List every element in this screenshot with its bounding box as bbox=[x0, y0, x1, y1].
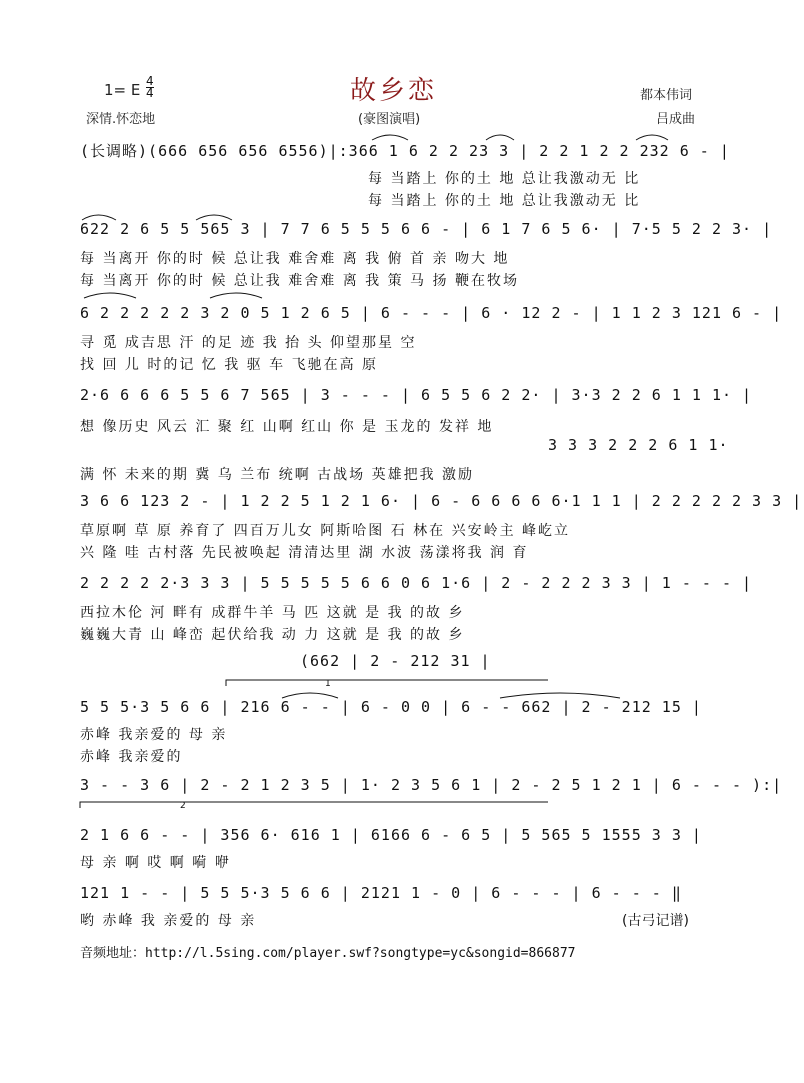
slur bbox=[210, 293, 262, 298]
lyric-line: 每 当踏上 你的土 地 总让我激动无 比 bbox=[368, 193, 641, 209]
lyric-line: 赤峰 我亲爱的 bbox=[80, 749, 183, 765]
lyric-line: 赤峰 我亲爱的 母 亲 bbox=[80, 727, 228, 743]
volta-number-1: 1 bbox=[325, 679, 331, 689]
lyric-line: 满 怀 未来的期 冀 乌 兰布 统啊 古战场 英雄把我 激励 bbox=[80, 467, 475, 483]
notation-line: 3 3 3 2 2 2 6 1 1· bbox=[548, 436, 729, 454]
mood-marking: 深情.怀恋地 bbox=[86, 112, 156, 127]
lyric-line: 草原啊 草 原 养育了 四百万儿女 阿斯哈图 石 林在 兴安岭主 峰屹立 bbox=[80, 523, 571, 539]
song-title: 故乡恋 bbox=[350, 76, 438, 106]
slur bbox=[84, 293, 136, 298]
audio-link[interactable]: 音频地址：http://l.5sing.com/player.swf?songtype=yc&songid=866877 bbox=[80, 946, 576, 961]
notation-line: 3 6 6 123 2 - | 1 2 2 5 1 2 1 6· | 6 - 6 6 6 6 6·1 1 1 | 2 2 2 2 2 3 3 | bbox=[80, 492, 803, 510]
lyric-line: 母 亲 啊 哎 啊 嗬 咿 bbox=[80, 855, 231, 871]
lyric-line: 寻 觅 成吉思 汗 的足 迹 我 抬 头 仰望那星 空 bbox=[80, 335, 417, 351]
notation-line: 2 1 6 6 - - | 356 6· 616 1 | 6166 6 - 6 5 | 5 565 5 1555 3 3 | bbox=[80, 826, 702, 844]
lyric-line: 兴 隆 哇 古村落 先民被唤起 清清达里 湖 水波 荡漾将我 润 育 bbox=[80, 545, 529, 561]
volta-bracket-1 bbox=[226, 680, 548, 686]
transcriber-credit: (古弓记谱) bbox=[622, 913, 689, 929]
volta-bracket-2 bbox=[80, 802, 548, 808]
notation-line: 3 - - 3 6 | 2 - 2 1 2 3 5 | 1· 2 3 5 6 1 | 2 - 2 5 1 2 1 | 6 - - - ):| bbox=[80, 776, 783, 794]
lyric-line: 哟 赤峰 我 亲爱的 母 亲 bbox=[80, 913, 257, 929]
lyric-line: 西拉木伦 河 畔有 成群牛羊 马 匹 这就 是 我 的故 乡 bbox=[80, 605, 465, 621]
time-signature: $\frac{4}{4}$ bbox=[146, 74, 154, 100]
notation-line: 5 5 5·3 5 6 6 | 216 6 - - | 6 - 0 0 | 6 - - 662 | 2 - 212 15 | bbox=[80, 698, 702, 716]
composer: 吕成曲 bbox=[656, 112, 696, 127]
lyric-line: 找 回 儿 时的记 忆 我 驱 车 飞驰在高 原 bbox=[80, 357, 379, 373]
notation-line: 2 2 2 2 2·3 3 3 | 5 5 5 5 5 6 6 0 6 1·6 | 2 - 2 2 2 3 3 | 1 - - - | bbox=[80, 574, 753, 592]
notation-line: 622 2 6 5 5 565 3 | 7 7 6 5 5 5 6 6 - | 6 1 7 6 5 6· | 7·5 5 2 2 3· | bbox=[80, 220, 773, 238]
lyric-line: 每 当离开 你的时 候 总让我 难舍难 离 我 俯 首 亲 吻大 地 bbox=[80, 251, 510, 267]
lyric-line: 每 当离开 你的时 候 总让我 难舍难 离 我 策 马 扬 鞭在牧场 bbox=[80, 273, 519, 289]
volta-number-2: 2 bbox=[180, 801, 186, 811]
lyric-line: 想 像历史 风云 汇 聚 红 山啊 红山 你 是 玉龙的 发祥 地 bbox=[80, 419, 494, 435]
notation-line: 6 2 2 2 2 2 3 2 0 5 1 2 6 5 | 6 - - - | 6 · 12 2 - | 1 1 2 3 121 6 - | bbox=[80, 304, 783, 322]
notation-line: 2·6 6 6 6 5 5 6 7 565 | 3 - - - | 6 5 5 6 2 2· | 3·3 2 2 6 1 1 1· | bbox=[80, 386, 753, 404]
performer: (豪图演唱) bbox=[358, 112, 421, 127]
lyricist: 都本伟词 bbox=[640, 88, 693, 103]
key-signature: 1= E bbox=[104, 81, 141, 99]
notation-line: (长调略)(666 656 656 6556)|:366 1 6 2 2 23 3 | 2 2 1 2 2 232 6 - | bbox=[80, 142, 730, 160]
lyric-line: 巍巍大青 山 峰峦 起伏给我 动 力 这就 是 我 的故 乡 bbox=[80, 627, 465, 643]
notation-line: 121 1 - - | 5 5 5·3 5 6 6 | 2121 1 - 0 | 6 - - - | 6 - - - ‖ bbox=[80, 884, 682, 902]
lyric-line: 每 当踏上 你的土 地 总让我激动无 比 bbox=[368, 171, 641, 187]
notation-line: (662 | 2 - 212 31 | bbox=[300, 652, 491, 670]
